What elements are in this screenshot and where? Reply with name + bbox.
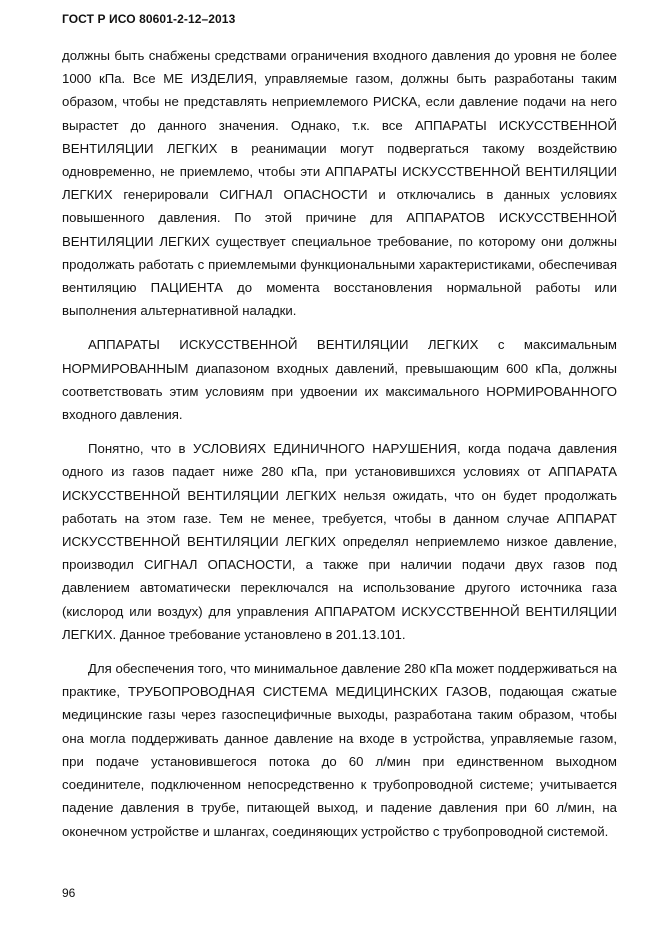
document-header: ГОСТ Р ИСО 80601-2-12–2013 (62, 12, 236, 26)
paragraph-continuation: должны быть снабжены средствами ограничения входного давления до уровня не более 1000 кПа. Все МЕ ИЗДЕЛИЯ, управляемые газом, должны быть разработаны таким образом, чтобы не представлять неприемлемого РИСКА, если давление подачи на него вырастет до данного значения. Однако, т.к. все АППАРАТЫ ИСКУССТВЕННОЙ ВЕНТИЛЯЦИИ ЛЕГКИХ в реанимации могут подвергаться такому воздействию одновременно, не приемлемо, чтобы эти АППАРАТЫ ИСКУССТВЕННОЙ ВЕНТИЛЯЦИИ ЛЕГКИХ генерировали СИГНАЛ ОПАСНОСТИ и отключались в данных условиях повышенного давления. По этой причине для АППАРАТОВ ИСКУССТВЕННОЙ ВЕНТИЛЯЦИИ ЛЕГКИХ существует специальное требование, по которому они должны продолжать работать с приемлемыми функциональными характеристиками, обеспечивая вентиляцию ПАЦИЕНТА до момента восстановления нормальной работы или выполнения альтернативной наладки. (62, 48, 617, 319)
paragraph: Для обеспечения того, что минимальное давление 280 кПа может поддерживаться на практике, ТРУБОПРОВОДНАЯ СИСТЕМА МЕДИЦИНСКИХ ГАЗОВ, подающая сжатые медицинские газы через газоспецифичные выходы, разработана таким образом, чтобы она могла поддерживать данное давление на входе в устройства, управляемые газом, при подаче установившегося потока до 60 л/мин при единственном выходном соединителе, подключенном непосредственно к трубопроводной системе; учитывается падение давления в трубе, питающей выход, и падение давления при 60 л/мин, на оконечном устройстве и шлангах, соединяющих устройство с трубопроводной системой. (62, 661, 617, 839)
page-number: 96 (62, 886, 76, 900)
paragraph: АППАРАТЫ ИСКУССТВЕННОЙ ВЕНТИЛЯЦИИ ЛЕГКИХ с максимальным НОРМИРОВАННЫМ диапазоном входных давлений, превышающим 600 кПа, должны соответствовать этим условиям при удвоении их максимального НОРМИРОВАННОГО входного давления. (62, 337, 617, 423)
paragraph: Понятно, что в УСЛОВИЯХ ЕДИНИЧНОГО НАРУШЕНИЯ, когда подача давления одного из газов падает ниже 280 кПа, при установившихся условиях от АППАРАТА ИСКУССТВЕННОЙ ВЕНТИЛЯЦИИ ЛЕГКИХ нельзя ожидать, что он будет продолжать работать на этом газе. Тем не менее, требуется, чтобы в данном случае АППАРАТ ИСКУССТВЕННОЙ ВЕНТИЛЯЦИИ ЛЕГКИХ определял неприемлемо низкое давление, производил СИГНАЛ ОПАСНОСТИ, а также при наличии подачи двух газов под давлением автоматически переключался на использование другого источника газа (кислород или воздух) для управления АППАРАТОМ ИСКУССТВЕННОЙ ВЕНТИЛЯЦИИ ЛЕГКИХ. Данное требование установлено в 201.13.101. (62, 441, 617, 642)
body-text (62, 44, 617, 843)
